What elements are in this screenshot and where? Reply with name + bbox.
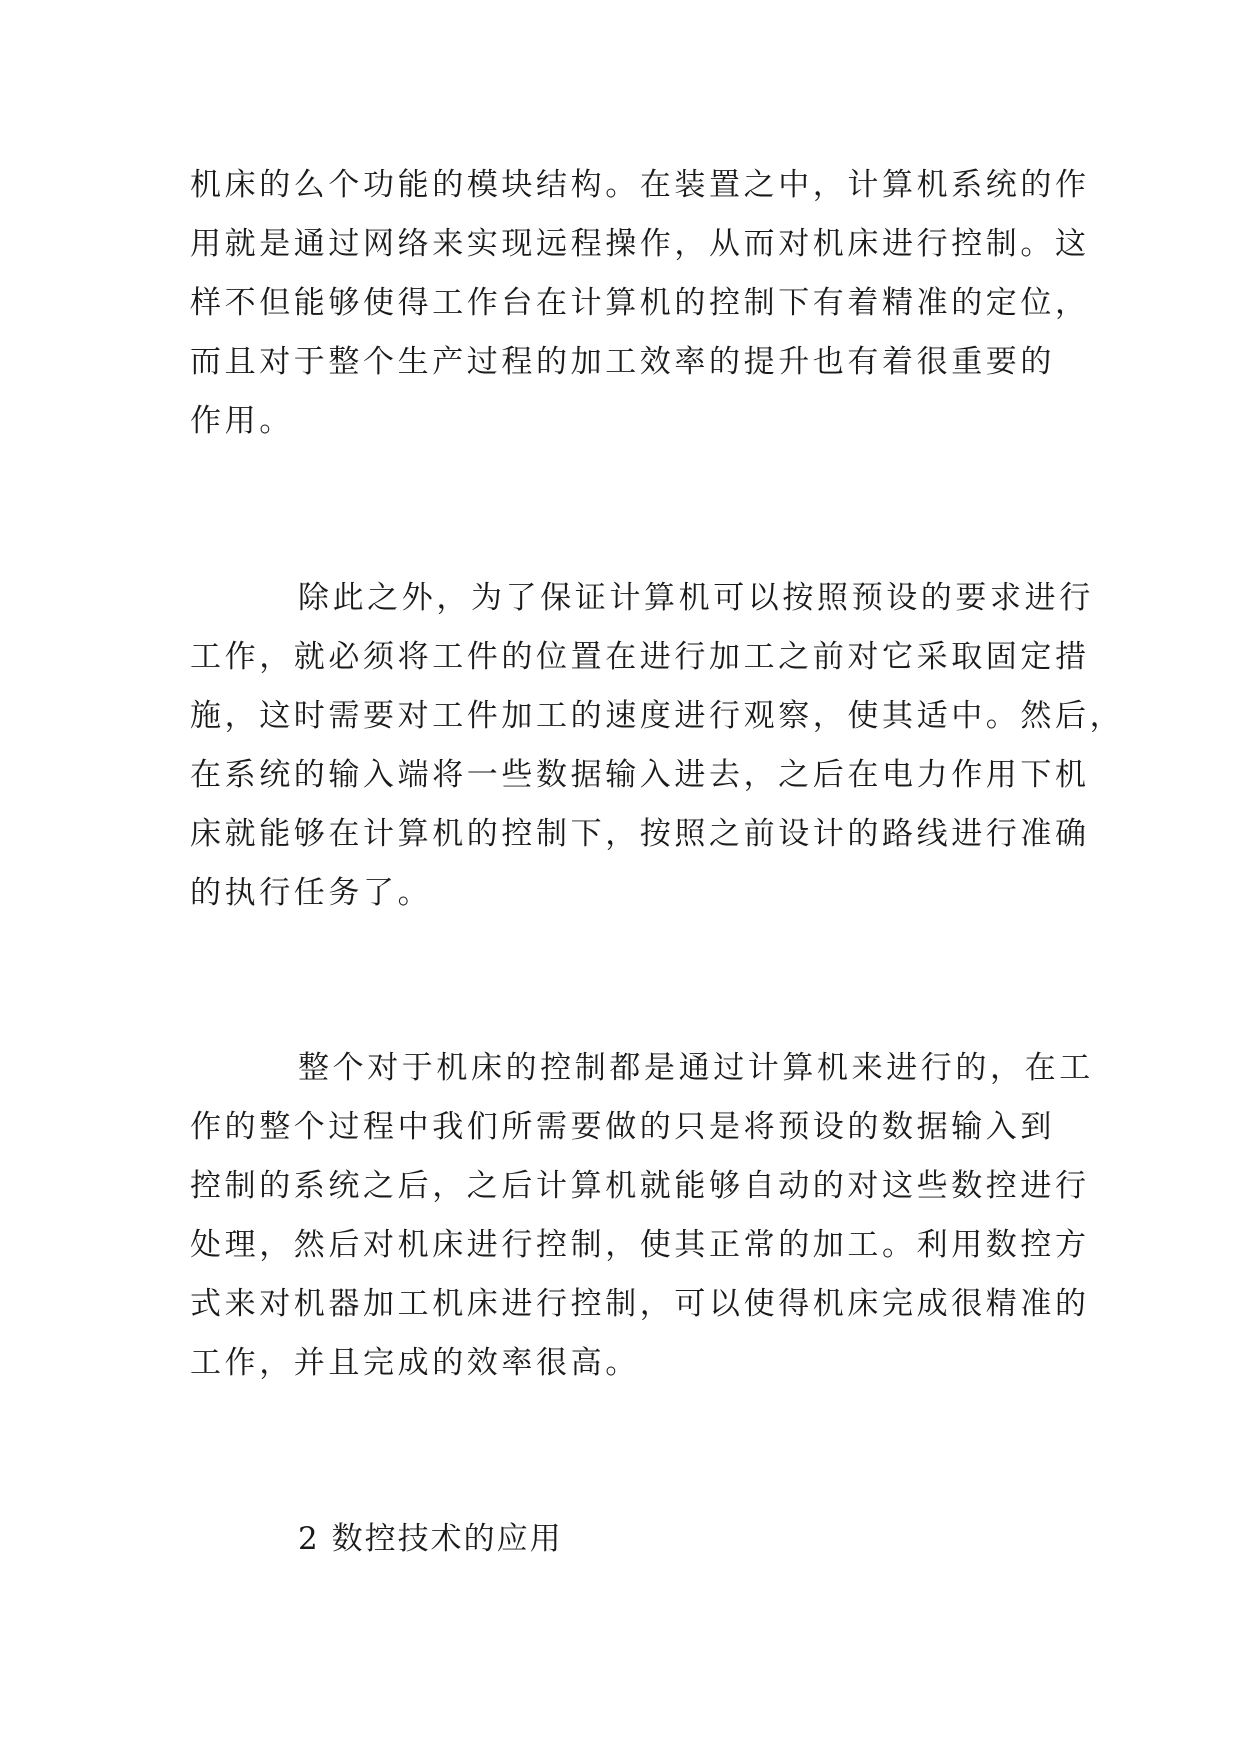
paragraph-line: 控制的系统之后，之后计算机就能够自动的对这些数控进行 xyxy=(190,1168,1090,1204)
paragraph-line: 用就是通过网络来实现远程操作，从而对机床进行控制。这 xyxy=(190,226,1090,262)
paragraph-line: 工作，并且完成的效率很高。 xyxy=(190,1345,640,1381)
paragraph-line: 作的整个过程中我们所需要做的只是将预设的数据输入到 xyxy=(190,1109,1055,1145)
paragraph-line: 的执行任务了。 xyxy=(190,875,433,911)
paragraph-line: 工作，就必须将工件的位置在进行加工之前对它采取固定措 xyxy=(190,639,1090,675)
paragraph-line: 施，这时需要对工件加工的速度进行观察，使其适中。然后， xyxy=(190,698,1125,734)
paragraph-line: 整个对于机床的控制都是通过计算机来进行的，在工 xyxy=(298,1050,1094,1086)
paragraph-line: 样不但能够使得工作台在计算机的控制下有着精准的定位， xyxy=(190,285,1090,321)
paragraph-line: 床就能够在计算机的控制下，按照之前设计的路线进行准确 xyxy=(190,816,1090,852)
paragraph-line: 式来对机器加工机床进行控制，可以使得机床完成很精准的 xyxy=(190,1286,1090,1322)
paragraph-line: 除此之外，为了保证计算机可以按照预设的要求进行 xyxy=(298,580,1094,616)
section-heading: 2 数控技术的应用 xyxy=(298,1521,563,1557)
paragraph-line: 而且对于整个生产过程的加工效率的提升也有着很重要的 xyxy=(190,344,1055,380)
paragraph-line: 机床的么个功能的模块结构。在装置之中，计算机系统的作 xyxy=(190,167,1090,203)
paragraph-line: 作用。 xyxy=(190,403,294,439)
paragraph-line: 在系统的输入端将一些数据输入进去，之后在电力作用下机 xyxy=(190,757,1090,793)
paragraph-line: 处理，然后对机床进行控制，使其正常的加工。利用数控方 xyxy=(190,1227,1090,1263)
